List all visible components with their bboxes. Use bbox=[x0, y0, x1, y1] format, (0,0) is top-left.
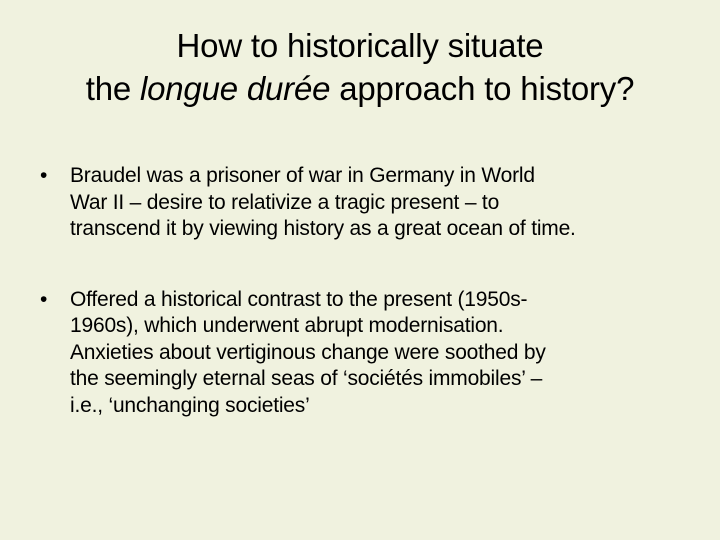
title-italic-phrase: longue durée bbox=[139, 70, 331, 107]
bullet-text-line: transcend it by viewing history as a great ocean of time. bbox=[70, 217, 576, 240]
bullet-icon: • bbox=[40, 287, 48, 311]
bullet-text-line: i.e., ‘unchanging societies’ bbox=[70, 393, 310, 417]
title-line-2-prefix: the bbox=[85, 70, 140, 107]
bullet-list bbox=[34, 163, 694, 419]
title-line-1: How to historically situate bbox=[176, 27, 544, 64]
bullet-item bbox=[34, 287, 694, 420]
bullet-text-line: Braudel was a prisoner of war in Germany in World bbox=[70, 164, 535, 187]
bullet-text-line: the seemingly eternal seas of ‘sociétés immobiles’ – bbox=[70, 367, 543, 390]
slide-title bbox=[30, 24, 690, 110]
bullet-text-line: Offered a historical contrast to the present (1950s- bbox=[70, 287, 528, 311]
bullet-icon: • bbox=[40, 164, 48, 187]
bullet-item bbox=[34, 163, 694, 243]
bullet-text-line: Anxieties about vertiginous change were soothed by bbox=[70, 340, 546, 364]
bullet-text-line: 1960s), which underwent abrupt modernisation. bbox=[70, 314, 504, 337]
bullet-text-line: War II – desire to relativize a tragic present – to bbox=[70, 190, 500, 214]
title-line-2 bbox=[30, 67, 690, 110]
title-line-2-suffix: approach to history? bbox=[330, 70, 635, 107]
